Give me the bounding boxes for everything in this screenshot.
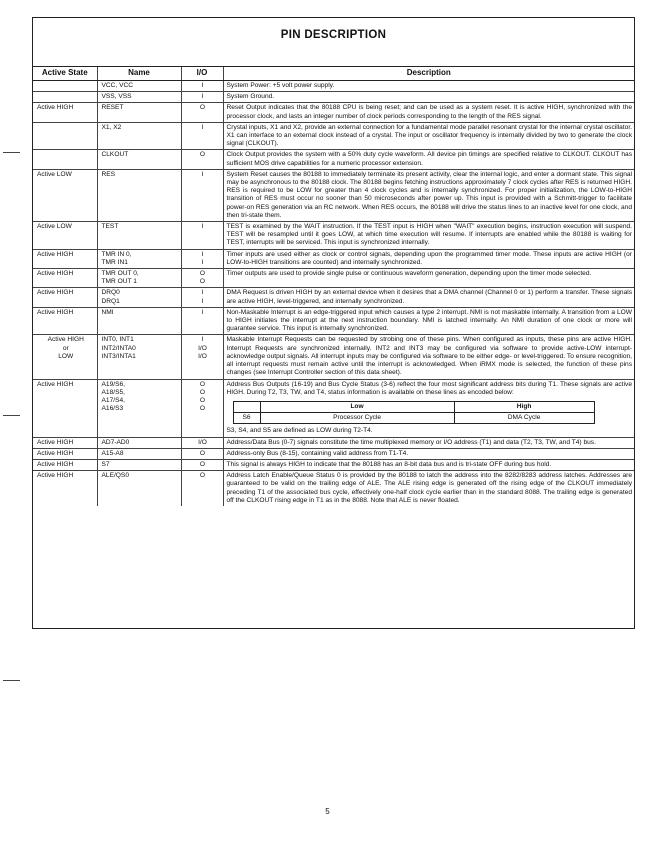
page-number: 5 [325,807,330,816]
row-active-state: Active LOW [33,169,97,221]
row-description: System Reset causes the 80188 to immediately terminate its present activity, clear the internal logic, and enter a dormant state. This signal may be asynchronous to the 80188 clock. The 80188 begins fetching instructions approximately 7 clock cycles after RES is returned HIGH. RES is required to be LOW for greater than 4 clock cycles and is internally synchronized. For proper initialization, the LOW-to-HIGH transition of RES must occur no sooner than 50 microseconds after power up. This input is provided with a Schmitt-trigger to facilitate power-on RES generation via an RC network. When RES occurs, the 80188 will drive the status lines to an inactive level for one clock, and then tri-state them. [223,169,634,221]
row-description: Address Bus Outputs (16-19) and Bus Cycle Status (3-6) reflect the four most significant address bits during T1. These signals are active HIGH. During T2, T3, TW, and T4, status information is available on these lines as encoded below: Low High S6 Processor Cycle DMA Cycle S3, S4, and S5 are defined as LOW during T2-T4. [223,379,634,437]
row-pin-name: DRQ0 DRQ1 [97,288,181,307]
row-io: O [181,103,223,122]
header-io: I/O [181,67,223,81]
row-pin-name: RESET [97,103,181,122]
row-io: I [181,169,223,221]
row-description: Reset Output indicates that the 80188 CPU is being reset; and can be used as a system reset. It is active HIGH, synchronized with the processor clock, and lasts an integer number of clock periods corresponding to the length of the RES signal. [223,103,634,122]
row-io: I [181,222,223,250]
page-title: PIN DESCRIPTION [280,29,387,41]
row-pin-name: RES [97,169,181,221]
margin-mark [3,152,20,153]
row-active-state: Active HIGH or LOW [33,335,97,379]
row-io: I [181,81,223,92]
row-pin-name: NMI [97,307,181,335]
row-description: Clock Output provides the system with a 50% duty cycle waveform. All device pin timings are specified relative to CLKOUT. CLKOUT has sufficient MOS drive capabilities for a numeric processor extension. [223,150,634,169]
row-description: Address Latch Enable/Queue Status 0 is provided by the 80188 to latch the address into the 8282/8283 address latches. Addresses are guaranteed to be valid on the trailing edge of ALE. The ALE rising edge is generated off the rising edge of the CLKOUT immediately preceding T1 of the associated bus cycle, effectively one-half clock cycle earlier than in the standard 8088. The trailing edge is generated off the CLKOUT rising edge in T1 as in the 8088. Note that ALE is never floated. [223,471,634,506]
table-row [33,307,634,335]
margin-mark [3,680,20,681]
table-row [33,150,634,169]
row-active-state [33,122,97,150]
row-pin-name: X1, X2 [97,122,181,150]
table-row [33,288,634,307]
row-description: TEST is examined by the WAIT instruction. If the TEST input is HIGH when "WAIT" execution begins, instruction execution will suspend. TEST will be resampled until it goes LOW, at which time execution will resume. If interrupts are enabled while the 80188 is waiting for TEST, interrupts will be serviced. This input is synchronized internally. [223,222,634,250]
row-io: O O [181,269,223,288]
table-row [33,459,634,470]
row-pin-name: VCC, VCC [97,81,181,92]
row-pin-name: VSS, VSS [97,92,181,103]
row-description: Timer outputs are used to provide single pulse or continuous waveform generation, depending upon the timer mode selected. [223,269,634,288]
row-description: System Ground. [223,92,634,103]
row-io: O [181,471,223,506]
row-io: I I [181,249,223,268]
row-pin-name: INT0, INT1 INT2/INTA0 INT3/INTA1 [97,335,181,379]
row-pin-name: AD7-AD0 [97,437,181,448]
header-active-state: Active State [33,67,97,81]
row-description: This signal is always HIGH to indicate that the 80188 has an 8-bit data bus and is tri-state OFF during bus hold. [223,459,634,470]
header-description: Description [223,67,634,81]
table-row [33,448,634,459]
row-io: I [181,307,223,335]
row-pin-name: TMR IN 0, TMR IN1 [97,249,181,268]
row-description: System Power: +5 volt power supply. [223,81,634,92]
row-pin-name: A19/S6, A18/S5, A17/S4, A16/S3 [97,379,181,437]
pin-description-frame [32,17,635,629]
row-pin-name: CLKOUT [97,150,181,169]
row-active-state [33,81,97,92]
header-name: Name [97,67,181,81]
margin-mark [3,415,20,416]
row-description: Timer inputs are used either as clock or control signals, depending upon the programmed timer mode. These inputs are active HIGH (or LOW-to-HIGH transitions are counted) and internally synchronized. [223,249,634,268]
table-row [33,92,634,103]
row-active-state: Active HIGH [33,103,97,122]
row-io: I I/O I/O [181,335,223,379]
row-io: I [181,92,223,103]
table-row [33,335,634,379]
table-row [33,471,634,506]
encoding-note: S3, S4, and S5 are defined as LOW during T2-T4. [226,427,373,435]
row-pin-name: TMR OUT 0, TMR OUT 1 [97,269,181,288]
row-pin-name: S7 [97,459,181,470]
row-io: O O O O [181,379,223,437]
row-pin-name: ALE/QS0 [97,471,181,506]
row-active-state: Active HIGH [33,471,97,506]
row-active-state: Active HIGH [33,379,97,437]
table-row [33,81,634,92]
row-active-state: Active LOW [33,222,97,250]
table-row [33,379,634,437]
table-header-row [33,67,634,81]
row-io: O [181,459,223,470]
table-row [33,222,634,250]
row-active-state: Active HIGH [33,249,97,268]
table-row [33,122,634,150]
row-active-state: Active HIGH [33,437,97,448]
pin-table [33,66,634,506]
row-io: O [181,150,223,169]
table-row [33,269,634,288]
table-row [33,103,634,122]
row-active-state: Active HIGH [33,307,97,335]
table-row [33,169,634,221]
row-description: Address-only Bus (8-15), containing valid address from T1-T4. [223,448,634,459]
row-description: Maskable Interrupt Requests can be requested by strobing one of these pins. When configured as inputs, these pins are active HIGH. Interrupt Requests are synchronized internally. INT2 and INT3 may be configured via software to provide active-LOW interrupt-acknowledge output signals. All interrupt inputs may be configured via software to be either edge- or level-triggered. To ensure recognition, all interrupt requests must remain active until the interrupt is acknowledged. When iRMX mode is selected, the function of these pins changes (see Interrupt Controller section of this data sheet). [223,335,634,379]
row-active-state: Active HIGH [33,448,97,459]
row-active-state: Active HIGH [33,459,97,470]
row-description: Address/Data Bus (0-7) signals constitute the time multiplexed memory or I/O address (T1) and data (T2, T3, TW, and T4) bus. [223,437,634,448]
row-io: O [181,448,223,459]
row-active-state [33,150,97,169]
table-row [33,437,634,448]
row-pin-name: TEST [97,222,181,250]
row-description: DMA Request is driven HIGH by an external device when it desires that a DMA channel (Channel 0 or 1) perform a transfer. These signals are active HIGH, level-triggered, and internally synchronized. [223,288,634,307]
row-active-state: Active HIGH [33,288,97,307]
status-encoding-table: Low High S6 Processor Cycle DMA Cycle [233,401,595,424]
row-pin-name: A15-A8 [97,448,181,459]
row-io: I/O [181,437,223,448]
row-description: Crystal inputs, X1 and X2, provide an external connection for a fundamental mode parallel resonant crystal for the internal crystal oscillator. X1 can interface to an external clock instead of a crystal. The input or oscillator frequency is internally divided by two to generate the clock signal (CLKOUT). [223,122,634,150]
row-io: I I [181,288,223,307]
row-io: I [181,122,223,150]
row-description: Non-Maskable Interrupt is an edge-triggered input which causes a type 2 interrupt. NMI is not maskable internally. A transition from a LOW to HIGH initiates the interrupt at the next instruction boundary. NMI is latched internally. An NMI duration of one clock or more will guarantee service. This input is internally synchronized. [223,307,634,335]
table-row [33,249,634,268]
row-active-state: Active HIGH [33,269,97,288]
row-active-state [33,92,97,103]
